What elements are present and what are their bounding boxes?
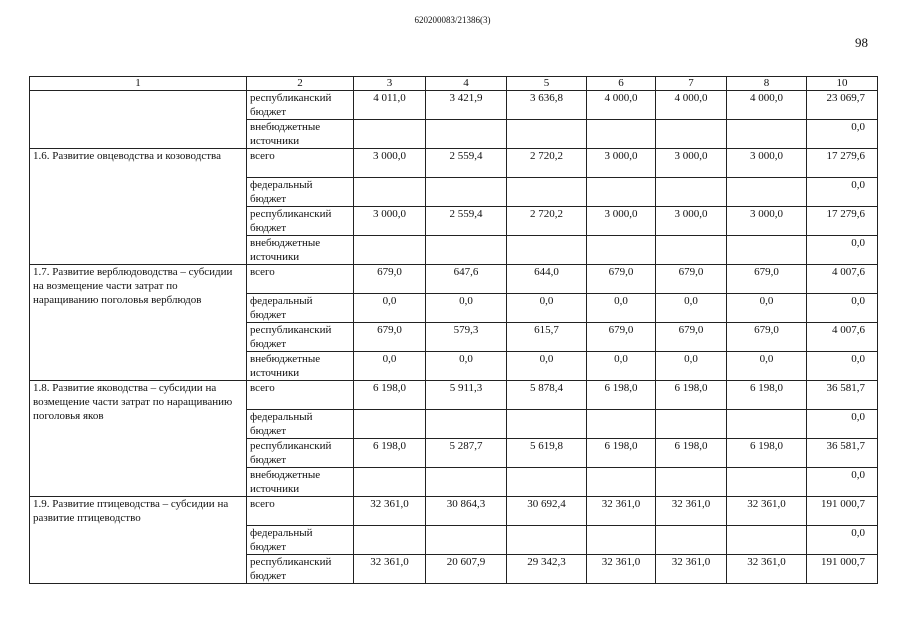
value-cell	[354, 236, 426, 265]
funding-source-cell: республиканский бюджет	[247, 555, 354, 584]
value-cell	[587, 526, 656, 555]
value-cell	[354, 410, 426, 439]
value-cell	[656, 468, 727, 497]
value-cell: 5 911,3	[426, 381, 507, 410]
funding-source-cell: федеральный бюджет	[247, 526, 354, 555]
value-cell: 32 361,0	[587, 555, 656, 584]
value-cell: 3 000,0	[727, 207, 807, 236]
value-cell: 0,0	[426, 352, 507, 381]
table-row	[30, 381, 878, 410]
value-cell: 6 198,0	[587, 439, 656, 468]
value-cell	[587, 468, 656, 497]
program-item-cell: 1.8. Развитие яководства – субсидии на возмещение части затрат по наращиванию поголовья яков	[30, 381, 247, 497]
total-cell: 0,0	[807, 352, 878, 381]
value-cell	[507, 410, 587, 439]
value-cell	[507, 526, 587, 555]
value-cell: 6 198,0	[656, 381, 727, 410]
funding-source-cell: внебюджетные источники	[247, 236, 354, 265]
funding-source-cell: республиканский бюджет	[247, 207, 354, 236]
value-cell: 0,0	[587, 294, 656, 323]
value-cell: 3 421,9	[426, 91, 507, 120]
value-cell: 32 361,0	[727, 555, 807, 584]
total-cell: 0,0	[807, 468, 878, 497]
value-cell	[354, 468, 426, 497]
header-row	[30, 77, 878, 91]
value-cell: 679,0	[354, 265, 426, 294]
value-cell: 4 000,0	[656, 91, 727, 120]
value-cell	[727, 120, 807, 149]
value-cell	[587, 178, 656, 207]
value-cell	[727, 468, 807, 497]
value-cell	[727, 236, 807, 265]
table-row	[30, 497, 878, 526]
value-cell: 32 361,0	[587, 497, 656, 526]
value-cell	[426, 236, 507, 265]
value-cell	[727, 410, 807, 439]
total-cell: 0,0	[807, 294, 878, 323]
value-cell: 3 000,0	[587, 207, 656, 236]
funding-source-cell: внебюджетные источники	[247, 468, 354, 497]
total-cell: 191 000,7	[807, 555, 878, 584]
value-cell: 3 000,0	[354, 207, 426, 236]
funding-source-cell: республиканский бюджет	[247, 91, 354, 120]
value-cell	[354, 526, 426, 555]
header-cell: 5	[507, 77, 587, 91]
value-cell: 0,0	[587, 352, 656, 381]
value-cell: 2 720,2	[507, 207, 587, 236]
value-cell	[507, 236, 587, 265]
value-cell	[587, 236, 656, 265]
value-cell: 679,0	[587, 265, 656, 294]
value-cell	[507, 178, 587, 207]
value-cell	[354, 178, 426, 207]
value-cell	[656, 526, 727, 555]
funding-source-cell: республиканский бюджет	[247, 323, 354, 352]
value-cell: 3 000,0	[727, 149, 807, 178]
header-cell: 8	[727, 77, 807, 91]
total-cell: 0,0	[807, 236, 878, 265]
value-cell: 0,0	[727, 294, 807, 323]
value-cell: 5 287,7	[426, 439, 507, 468]
total-cell: 0,0	[807, 178, 878, 207]
total-cell: 17 279,6	[807, 149, 878, 178]
funding-source-cell: федеральный бюджет	[247, 294, 354, 323]
budget-table	[29, 76, 878, 584]
value-cell: 579,3	[426, 323, 507, 352]
funding-source-cell: республиканский бюджет	[247, 439, 354, 468]
value-cell: 0,0	[426, 294, 507, 323]
value-cell: 3 636,8	[507, 91, 587, 120]
header-cell: 3	[354, 77, 426, 91]
table-row	[30, 91, 878, 120]
header-cell: 6	[587, 77, 656, 91]
funding-source-cell: всего	[247, 265, 354, 294]
funding-source-cell: всего	[247, 497, 354, 526]
value-cell: 2 559,4	[426, 149, 507, 178]
value-cell	[354, 120, 426, 149]
value-cell: 679,0	[727, 323, 807, 352]
value-cell: 0,0	[354, 294, 426, 323]
value-cell: 5 619,8	[507, 439, 587, 468]
value-cell: 679,0	[656, 323, 727, 352]
document-id: 62020008З/21386(3)	[414, 15, 491, 25]
value-cell: 32 361,0	[656, 555, 727, 584]
funding-source-cell: внебюджетные источники	[247, 352, 354, 381]
value-cell	[727, 526, 807, 555]
value-cell	[656, 120, 727, 149]
total-cell: 17 279,6	[807, 207, 878, 236]
value-cell: 679,0	[727, 265, 807, 294]
total-cell: 36 581,7	[807, 439, 878, 468]
value-cell	[656, 236, 727, 265]
value-cell: 679,0	[587, 323, 656, 352]
value-cell	[507, 468, 587, 497]
value-cell: 30 864,3	[426, 497, 507, 526]
value-cell: 32 361,0	[354, 555, 426, 584]
header-cell: 2	[247, 77, 354, 91]
value-cell: 0,0	[507, 352, 587, 381]
value-cell: 679,0	[354, 323, 426, 352]
value-cell: 30 692,4	[507, 497, 587, 526]
program-item-cell: 1.7. Развитие верблюдоводства – субсидии на возмещение части затрат по наращиванию поголовья верблюдов	[30, 265, 247, 381]
value-cell: 6 198,0	[727, 439, 807, 468]
value-cell: 20 607,9	[426, 555, 507, 584]
program-item-cell: 1.6. Развитие овцеводства и козоводства	[30, 149, 247, 265]
table-row	[30, 149, 878, 178]
value-cell: 6 198,0	[587, 381, 656, 410]
total-cell: 0,0	[807, 120, 878, 149]
value-cell: 6 198,0	[354, 439, 426, 468]
value-cell: 0,0	[354, 352, 426, 381]
value-cell: 5 878,4	[507, 381, 587, 410]
value-cell: 647,6	[426, 265, 507, 294]
value-cell: 2 720,2	[507, 149, 587, 178]
total-cell: 36 581,7	[807, 381, 878, 410]
total-cell: 191 000,7	[807, 497, 878, 526]
value-cell: 4 011,0	[354, 91, 426, 120]
header-cell: 1	[30, 77, 247, 91]
value-cell	[587, 120, 656, 149]
page-number: 98	[855, 35, 868, 50]
total-cell: 23 069,7	[807, 91, 878, 120]
value-cell: 6 198,0	[727, 381, 807, 410]
value-cell	[587, 410, 656, 439]
value-cell	[656, 178, 727, 207]
total-cell: 0,0	[807, 526, 878, 555]
value-cell	[656, 410, 727, 439]
total-cell: 4 007,6	[807, 265, 878, 294]
value-cell: 3 000,0	[587, 149, 656, 178]
value-cell: 32 361,0	[656, 497, 727, 526]
value-cell: 0,0	[727, 352, 807, 381]
value-cell: 3 000,0	[656, 149, 727, 178]
value-cell	[426, 120, 507, 149]
value-cell: 0,0	[656, 352, 727, 381]
table-row	[30, 265, 878, 294]
program-item-cell: 1.9. Развитие птицеводства – субсидии на развитие птицеводство	[30, 497, 247, 584]
value-cell	[426, 178, 507, 207]
funding-source-cell: внебюджетные источники	[247, 120, 354, 149]
value-cell: 679,0	[656, 265, 727, 294]
funding-source-cell: федеральный бюджет	[247, 410, 354, 439]
header-cell: 10	[807, 77, 878, 91]
value-cell: 0,0	[656, 294, 727, 323]
value-cell: 615,7	[507, 323, 587, 352]
funding-source-cell: всего	[247, 381, 354, 410]
funding-source-cell: всего	[247, 149, 354, 178]
value-cell: 29 342,3	[507, 555, 587, 584]
value-cell: 644,0	[507, 265, 587, 294]
value-cell: 3 000,0	[656, 207, 727, 236]
value-cell: 0,0	[507, 294, 587, 323]
value-cell	[727, 178, 807, 207]
value-cell: 4 000,0	[587, 91, 656, 120]
total-cell: 0,0	[807, 410, 878, 439]
value-cell	[426, 468, 507, 497]
value-cell: 3 000,0	[354, 149, 426, 178]
funding-source-cell: федеральный бюджет	[247, 178, 354, 207]
value-cell: 4 000,0	[727, 91, 807, 120]
header-cell: 7	[656, 77, 727, 91]
value-cell: 6 198,0	[354, 381, 426, 410]
value-cell	[507, 120, 587, 149]
total-cell: 4 007,6	[807, 323, 878, 352]
value-cell: 32 361,0	[727, 497, 807, 526]
program-item-cell	[30, 91, 247, 149]
value-cell: 6 198,0	[656, 439, 727, 468]
value-cell	[426, 410, 507, 439]
value-cell: 32 361,0	[354, 497, 426, 526]
header-cell: 4	[426, 77, 507, 91]
value-cell	[426, 526, 507, 555]
value-cell: 2 559,4	[426, 207, 507, 236]
